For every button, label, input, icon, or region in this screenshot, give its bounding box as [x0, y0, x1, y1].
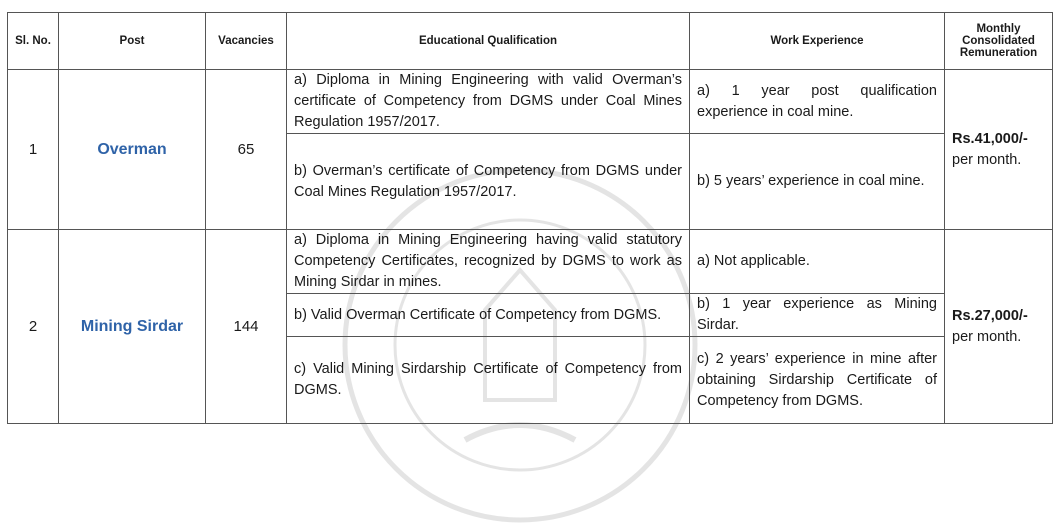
row-sl-no: 1	[8, 70, 59, 230]
header-work-experience: Work Experience	[690, 13, 945, 70]
experience-cell: b) 5 years’ experience in coal mine.	[690, 134, 945, 230]
row-sl-no: 2	[8, 230, 59, 424]
vacancy-count: 65	[206, 70, 287, 230]
header-monthly-remuneration: Monthly Consolidated Remuneration	[945, 13, 1053, 70]
qualification-cell: a) Diploma in Mining Engineering having valid statutory Competency Certificates, recognized by DGMS to work as Mining Sirdar in mines.	[287, 230, 690, 294]
table-row	[8, 70, 1053, 134]
experience-cell: a) Not applicable.	[690, 230, 945, 294]
vacancy-count: 144	[206, 230, 287, 424]
qualification-cell: b) Overman’s certificate of Competency from DGMS under Coal Mines Regulation 1957/2017.	[287, 134, 690, 230]
remuneration-amount: Rs.27,000/-	[952, 307, 1028, 324]
header-sl-no: Sl. No.	[8, 13, 59, 70]
header-educational-qualification: Educational Qualification	[287, 13, 690, 70]
qualification-cell: a) Diploma in Mining Engineering with valid Overman’s certificate of Competency from DGMS under Coal Mines Regulation 1957/2017.	[287, 70, 690, 134]
remuneration-amount: Rs.41,000/-	[952, 130, 1028, 147]
experience-cell: a) 1 year post qualification experience in coal mine.	[690, 70, 945, 134]
qualification-cell: c) Valid Mining Sirdarship Certificate of Competency from DGMS.	[287, 337, 690, 424]
remuneration-period: per month.	[952, 328, 1022, 345]
qualification-cell: b) Valid Overman Certificate of Competency from DGMS.	[287, 294, 690, 337]
post-name: Overman	[59, 70, 206, 230]
post-name: Mining Sirdar	[59, 230, 206, 424]
header-post: Post	[59, 13, 206, 70]
experience-cell: b) 1 year experience as Mining Sirdar.	[690, 294, 945, 337]
remuneration-period: per month.	[952, 151, 1022, 168]
vacancy-table	[7, 12, 1053, 424]
remuneration-cell	[945, 230, 1053, 424]
header-vacancies: Vacancies	[206, 13, 287, 70]
remuneration-cell	[945, 70, 1053, 230]
experience-cell: c) 2 years’ experience in mine after obtaining Sirdarship Certificate of Competency from DGMS.	[690, 337, 945, 424]
table-row	[8, 230, 1053, 294]
